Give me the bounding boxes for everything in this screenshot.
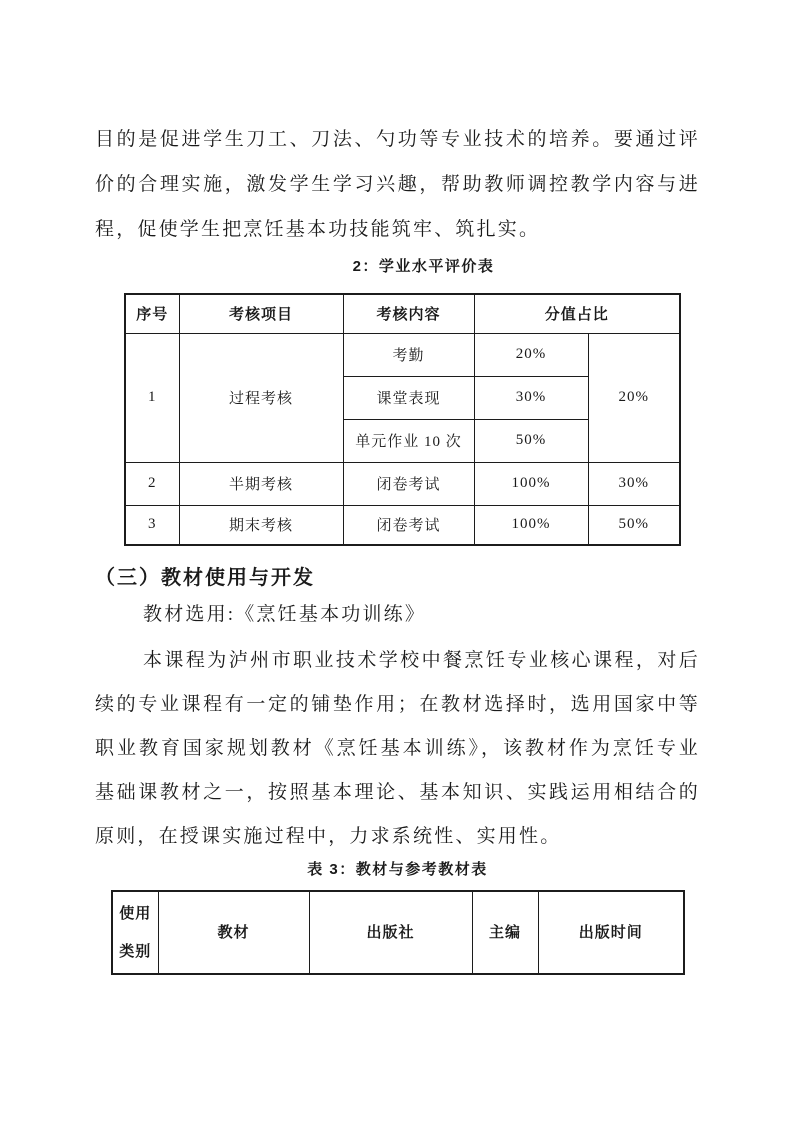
cell-midterm-no: 2 (125, 462, 179, 505)
evaluation-table-caption: 2：学业水平评价表 (352, 258, 495, 275)
cell-final-no: 3 (125, 505, 179, 545)
cell-final-project: 期末考核 (179, 505, 343, 545)
cell-process-pct-attendance: 20% (474, 333, 588, 376)
cell-process-project: 过程考核 (179, 333, 343, 462)
cell-midterm-project: 半期考核 (179, 462, 343, 505)
header-cell-editor: 主编 (472, 891, 538, 974)
textbook-table-caption: 表 3：教材与参考教材表 (307, 861, 488, 878)
textbook-selection-line: 教材选用:《烹饪基本功训练》 (143, 604, 427, 625)
textbook-table (111, 890, 685, 975)
textbook-table-header-row (112, 891, 684, 974)
header-cell-textbook: 教材 (158, 891, 309, 974)
section-heading: （三）教材使用与开发 (95, 567, 315, 589)
cell-process-content-attendance: 考勤 (343, 333, 474, 376)
table-row-midterm (125, 462, 680, 505)
header-cell-publish-date: 出版时间 (538, 891, 684, 974)
cell-process-total: 20% (588, 333, 680, 462)
cell-process-no: 1 (125, 333, 179, 462)
intro-paragraph: 目的是促进学生刀工、刀法、勺功等专业技术的培养。要通过评价的合理实施，激发学生学习兴趣，帮助教师调控教学内容与进程，促使学生把烹饪基本功技能筑牢、筑扎实。 (95, 129, 700, 240)
table-row-final (125, 505, 680, 545)
header-cell-category: 使用类别 (112, 891, 158, 974)
cell-final-content: 闭卷考试 (343, 505, 474, 545)
header-cell-content: 考核内容 (343, 294, 474, 333)
header-cell-publisher: 出版社 (309, 891, 472, 974)
evaluation-table-header-row (125, 294, 680, 333)
course-paragraph: 本课程为泸州市职业技术学校中餐烹饪专业核心课程，对后续的专业课程有一定的铺垫作用；在教材选择时，选用国家中等职业教育国家规划教材《烹饪基本训练》，该教材作为烹饪专业基础课教材之一，按照基本理论、基本知识、实践运用相结合的原则，在授课实施过程中，力求系统性、实用性。 (95, 650, 700, 847)
cell-final-pct: 100% (474, 505, 588, 545)
cell-process-content-homework: 单元作业 10 次 (343, 419, 474, 462)
cell-process-pct-homework: 50% (474, 419, 588, 462)
cell-midterm-pct: 100% (474, 462, 588, 505)
header-cell-ratio: 分值占比 (474, 294, 680, 333)
cell-final-total: 50% (588, 505, 680, 545)
cell-process-content-performance: 课堂表现 (343, 376, 474, 419)
cell-process-pct-performance: 30% (474, 376, 588, 419)
evaluation-table (124, 293, 681, 546)
cell-midterm-total: 30% (588, 462, 680, 505)
header-cell-no: 序号 (125, 294, 179, 333)
header-cell-project: 考核项目 (179, 294, 343, 333)
cell-midterm-content: 闭卷考试 (343, 462, 474, 505)
table-row-process-1 (125, 333, 680, 376)
